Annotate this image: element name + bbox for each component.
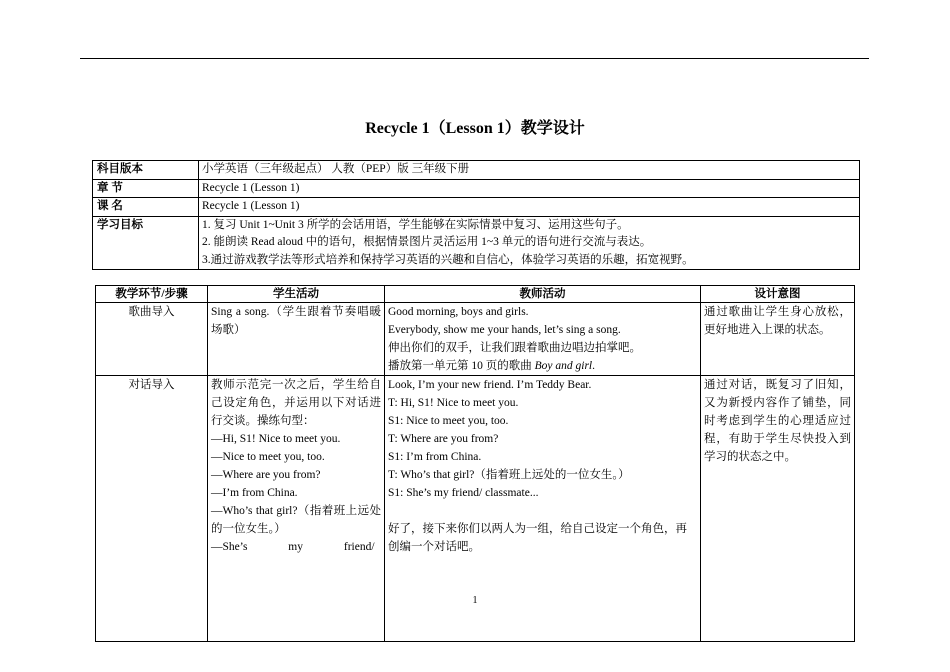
- header-rule: [80, 58, 869, 59]
- student-intro: 教师示范完一次之后，学生给自己设定角色，并运用以下对话进行交谈。操练句型：: [211, 379, 381, 427]
- teacher-line: T: Where are you from?: [388, 433, 499, 445]
- info-value: 小学英语（三年级起点） 人教（PEP）版 三年级下册: [199, 161, 860, 180]
- student-line: —Where are you from?: [211, 469, 321, 481]
- info-key: 课 名: [93, 198, 199, 217]
- blank-line: [388, 502, 697, 520]
- student-line: —Who’s that girl?（指着班上远处的一位女生。）: [211, 505, 381, 535]
- info-value: Recycle 1 (Lesson 1): [199, 198, 860, 217]
- info-row-chapter: [93, 179, 860, 198]
- goals-cell: [199, 216, 860, 270]
- song-title: Boy and girl: [534, 360, 593, 372]
- page-title: Recycle 1（Lesson 1）教学设计: [365, 120, 585, 137]
- teacher-line: Everybody, show me your hands, let’s sing a song.: [388, 324, 621, 336]
- student-line: —Nice to meet you, too.: [211, 451, 325, 463]
- header-step: 教学环节/步骤: [96, 286, 208, 303]
- student-activity-cell: Sing a song.（学生跟着节奏唱暖场歌）: [208, 303, 385, 376]
- step-cell: 对话导入: [96, 376, 208, 642]
- header-teacher: 教师活动: [385, 286, 701, 303]
- teacher-line: S1: I’m from China.: [388, 451, 482, 463]
- teacher-line: S1: Nice to meet you, too.: [388, 415, 509, 427]
- student-line: —Hi, S1! Nice to meet you.: [211, 433, 341, 445]
- teacher-line-suffix: .: [592, 360, 595, 372]
- info-key: 章 节: [93, 179, 199, 198]
- intent-cell: 通过对话，既复习了旧知，又为新授内容作了铺垫，同时考虑到学生的心理适应过程，有助于学生尽快投入到学习的状态之中。: [701, 376, 855, 642]
- goal-item: 2. 能朗读 Read aloud 中的语句，根据情景图片灵活运用 1~3 单元的语句进行交流与表达。: [202, 236, 652, 248]
- plan-header-row: [96, 286, 855, 303]
- goal-item: 3.通过游戏教学法等形式培养和保持学习英语的兴趣和自信心，体验学习英语的乐趣，拓宽视野。: [202, 253, 694, 266]
- teacher-line: [388, 357, 697, 375]
- teacher-line: S1: She’s my friend/ classmate...: [388, 487, 539, 499]
- step-cell: 歌曲导入: [96, 303, 208, 376]
- teacher-line: 伸出你们的双手，让我们跟着歌曲边唱边拍掌吧。: [388, 342, 641, 354]
- student-line: —She’s my friend/: [211, 541, 375, 553]
- info-value: Recycle 1 (Lesson 1): [199, 179, 860, 198]
- teacher-activity-cell: [385, 303, 701, 376]
- page-number: 1: [472, 595, 478, 606]
- course-info-table: [92, 160, 860, 270]
- info-row-goals: [93, 216, 860, 270]
- teacher-instruction: 好了，接下来你们以两人为一组，给自己设定一个角色，再创编一个对话吧。: [388, 523, 687, 553]
- teacher-line: T: Who’s that girl?（指着班上远处的一位女生。）: [388, 469, 630, 481]
- intent-cell: 通过歌曲让学生身心放松，更好地进入上课的状态。: [701, 303, 855, 376]
- header-student: 学生活动: [208, 286, 385, 303]
- teacher-line: T: Hi, S1! Nice to meet you.: [388, 397, 519, 409]
- plan-row-song: [96, 303, 855, 376]
- goal-item: 1. 复习 Unit 1~Unit 3 所学的会话用语，学生能够在实际情景中复习、运用这些句子。: [202, 218, 629, 231]
- teacher-line-text: 播放第一单元第 10 页的歌曲: [388, 360, 535, 372]
- info-key: 学习目标: [93, 216, 199, 270]
- teacher-line: Good morning, boys and girls.: [388, 306, 529, 318]
- teaching-plan-table: [95, 285, 855, 642]
- info-row-subject: [93, 161, 860, 180]
- info-key: 科目版本: [93, 161, 199, 180]
- student-line: —I’m from China.: [211, 487, 298, 499]
- info-row-lesson: [93, 198, 860, 217]
- teacher-line: Look, I’m your new friend. I’m Teddy Bear.: [388, 379, 592, 391]
- header-intent: 设计意图: [701, 286, 855, 303]
